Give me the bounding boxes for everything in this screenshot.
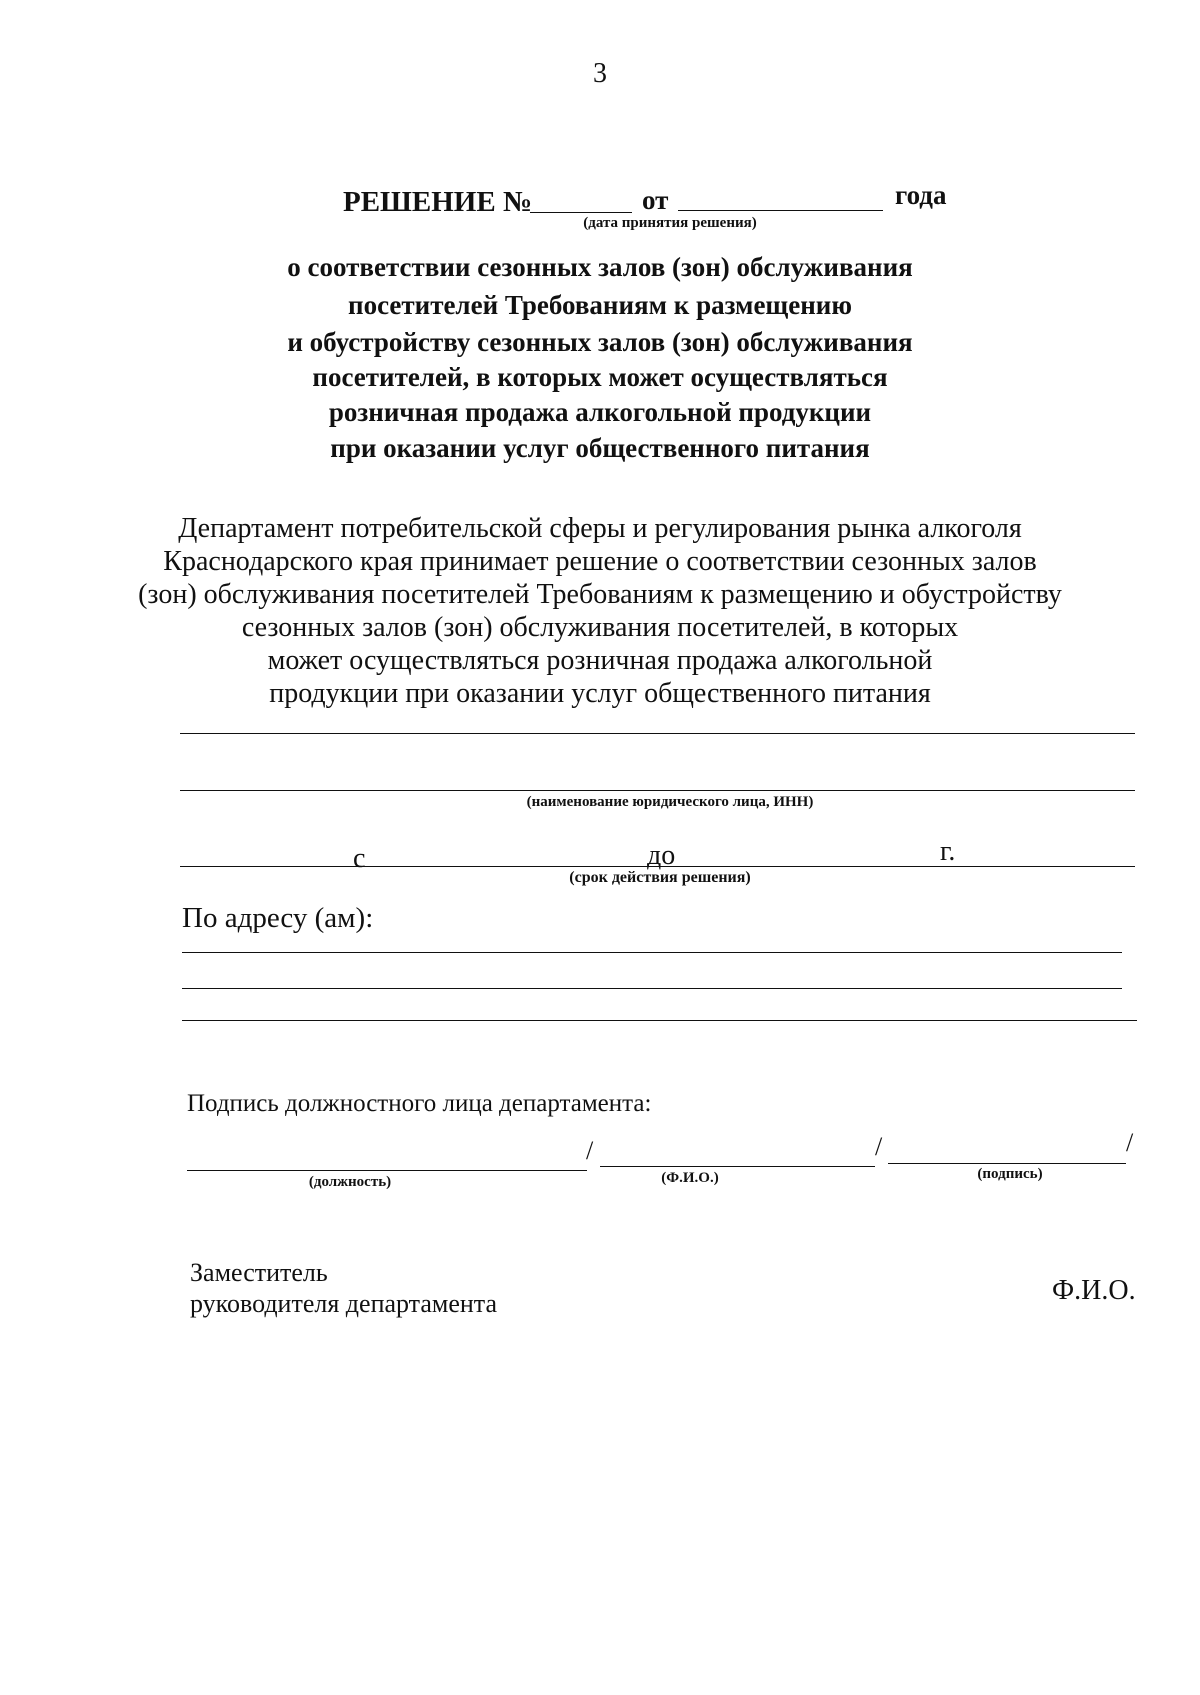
intro-line: продукции при оказании услуг общественного питания: [269, 678, 931, 709]
intro-line: Департамент потребительской сферы и регулирования рынка алкоголя: [178, 513, 1022, 544]
sign-field[interactable]: [888, 1163, 1126, 1164]
position-field[interactable]: [187, 1170, 587, 1171]
footer-role-line: Заместитель: [190, 1258, 328, 1287]
subtitle-line: о соответствии сезонных залов (зон) обслуживания: [287, 252, 913, 282]
decision-from-label: от: [642, 185, 669, 215]
intro-line: Краснодарского края принимает решение о соответствии сезонных залов: [163, 546, 1037, 577]
decision-date-field[interactable]: [678, 210, 883, 211]
fio-field[interactable]: [600, 1166, 875, 1167]
term-from-label: с: [353, 843, 366, 874]
address-field[interactable]: [182, 1020, 1137, 1021]
subtitle-line: и обустройству сезонных залов (зон) обслуживания: [287, 327, 913, 357]
decision-number-field[interactable]: [530, 212, 632, 213]
entity-name-field[interactable]: [180, 790, 1135, 791]
entity-name-field[interactable]: [180, 733, 1135, 734]
signature-separator: /: [586, 1136, 594, 1165]
fio-caption: (Ф.И.О.): [661, 1170, 719, 1186]
page-number: 3: [593, 58, 607, 89]
footer-fio: Ф.И.О.: [1052, 1275, 1136, 1306]
decision-year-label: года: [895, 180, 947, 210]
term-year-label: г.: [940, 836, 956, 867]
decision-date-caption: (дата принятия решения): [583, 215, 757, 231]
term-caption: (срок действия решения): [569, 869, 751, 886]
position-caption: (должность): [308, 1174, 392, 1190]
signature-separator: /: [875, 1132, 883, 1161]
entity-caption: (наименование юридического лица, ИНН): [526, 794, 814, 810]
sign-caption: (подпись): [977, 1166, 1043, 1182]
intro-line: (зон) обслуживания посетителей Требованиям к размещению и обустройству: [138, 579, 1062, 610]
intro-line: может осуществляться розничная продажа алкогольной: [267, 645, 933, 676]
address-field[interactable]: [182, 988, 1122, 989]
term-to-label: до: [647, 840, 676, 871]
signature-label: Подпись должностного лица департамента:: [187, 1090, 652, 1117]
subtitle-line: при оказании услуг общественного питания: [330, 433, 870, 463]
decision-label: РЕШЕНИЕ №: [343, 186, 533, 218]
address-field[interactable]: [182, 952, 1122, 953]
subtitle-line: розничная продажа алкогольной продукции: [328, 397, 872, 427]
address-label: По адресу (ам):: [182, 902, 374, 934]
subtitle-line: посетителей Требованиям к размещению: [348, 290, 852, 320]
signature-separator: /: [1126, 1128, 1134, 1157]
footer-role-line: руководителя департамента: [190, 1289, 498, 1318]
intro-line: сезонных залов (зон) обслуживания посетителей, в которых: [241, 612, 959, 643]
term-field[interactable]: [180, 866, 1135, 867]
subtitle-line: посетителей, в которых может осуществляться: [312, 362, 888, 392]
